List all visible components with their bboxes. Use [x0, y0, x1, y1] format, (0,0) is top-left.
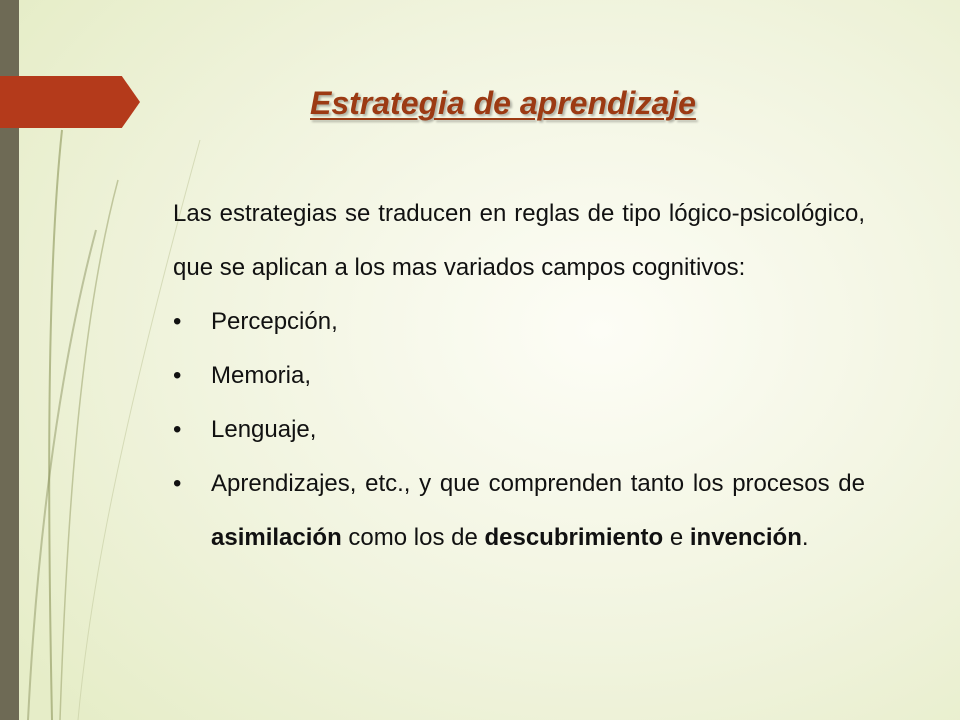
bullet-dot-icon: • — [173, 362, 182, 389]
bullet-text-part: e — [663, 524, 690, 551]
bullet-text-part: Aprendizajes, etc., y que comprenden tanto los procesos de — [211, 470, 865, 497]
bullet-item-lenguaje — [173, 403, 865, 457]
bullet-dot-icon: • — [173, 416, 182, 443]
bullet-dot-icon: • — [173, 470, 182, 497]
term-descubrimiento: descubrimiento — [484, 524, 664, 551]
slide-title: Estrategia de aprendizaje — [310, 85, 696, 121]
bullet-item-percepcion — [173, 295, 865, 349]
term-asimilacion: asimilación — [211, 524, 342, 551]
slide-body — [173, 187, 865, 565]
bullet-dot-icon: • — [173, 308, 182, 335]
bullet-text-part: como los de — [341, 524, 485, 551]
bullet-item-aprendizajes — [173, 457, 865, 565]
intro-paragraph: Las estrategias se traducen en reglas de tipo lógico-psicológico, que se aplican a los mas variados campos cognitivos: — [173, 200, 865, 281]
term-invencion: invención — [689, 524, 802, 551]
bullet-text: Lenguaje, — [211, 416, 317, 443]
bullet-item-memoria — [173, 349, 865, 403]
title-accent-tab — [0, 76, 140, 128]
bullet-text: Memoria, — [211, 362, 312, 389]
bullet-list — [173, 295, 865, 565]
bullet-text-part: . — [801, 524, 809, 551]
bullet-text: Percepción, — [211, 308, 338, 335]
